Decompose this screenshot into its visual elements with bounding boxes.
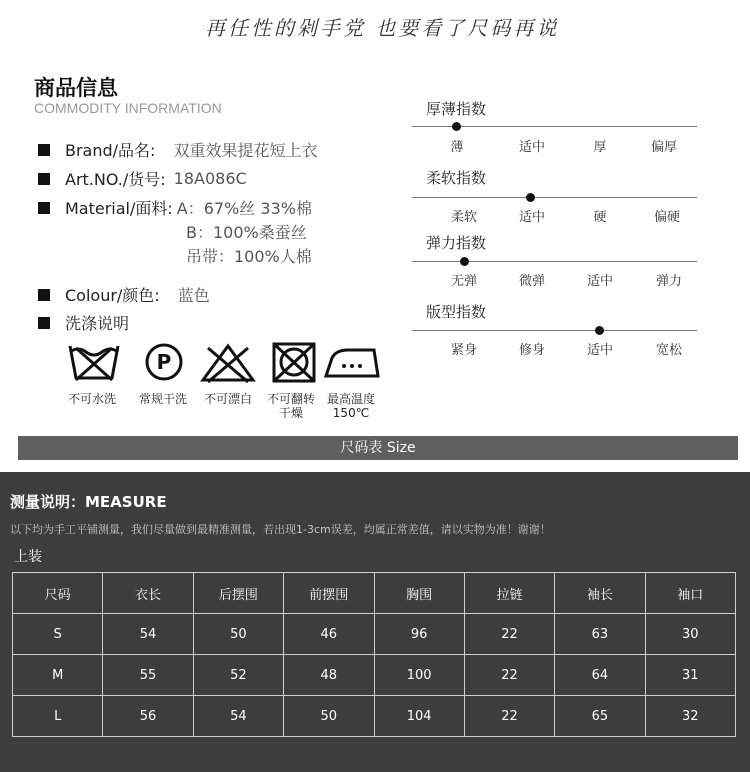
table-cell: 22 xyxy=(464,614,554,655)
index-label: 薄 xyxy=(450,140,464,155)
table-header: 尺码 xyxy=(13,573,103,614)
table-cell: 31 xyxy=(645,655,735,696)
table-cell: 54 xyxy=(103,614,193,655)
wash-row xyxy=(38,311,129,334)
no-bleach-icon xyxy=(198,340,258,384)
index-label: 适中 xyxy=(518,210,545,225)
index-label: 厚 xyxy=(593,140,607,155)
section-label: 上装 xyxy=(14,549,42,565)
table-row xyxy=(13,696,736,737)
table-cell: S xyxy=(13,614,103,655)
index-title: 厚薄指数 xyxy=(426,100,487,118)
table-cell: 50 xyxy=(193,614,283,655)
index-title: 弹力指数 xyxy=(426,234,487,252)
index-label: 适中 xyxy=(586,274,613,289)
art-label: Art.NO./货号: xyxy=(65,170,166,189)
index-scale-line xyxy=(412,330,697,331)
index-label: 柔软 xyxy=(450,210,477,225)
brand-row xyxy=(38,138,317,161)
table-cell: 65 xyxy=(555,696,645,737)
table-row xyxy=(13,655,736,696)
table-cell: 63 xyxy=(555,614,645,655)
brand-value: 双重效果提花短上衣 xyxy=(173,141,318,160)
index-label: 紧身 xyxy=(450,343,477,358)
table-cell: 46 xyxy=(284,614,374,655)
table-header: 前摆围 xyxy=(284,573,374,614)
table-header: 胸围 xyxy=(374,573,464,614)
index-marker xyxy=(460,257,469,266)
iron-icon xyxy=(322,340,382,384)
tagline: 再任性的剁手党 也要看了尺码再说 xyxy=(205,16,560,40)
index-label: 无弹 xyxy=(450,274,477,289)
material-label: Material/面料: xyxy=(65,199,173,218)
index-label: 微弹 xyxy=(518,274,545,289)
elasticity-index xyxy=(412,230,702,292)
table-cell: 104 xyxy=(374,696,464,737)
info-subtitle: COMMODITY INFORMATION xyxy=(34,100,222,116)
index-label: 适中 xyxy=(586,343,613,358)
art-value: 18A086C xyxy=(173,169,247,188)
table-header: 袖口 xyxy=(645,573,735,614)
index-scale-line xyxy=(412,261,697,262)
no-tumble-dry-icon xyxy=(264,340,324,384)
size-table xyxy=(12,572,736,737)
bullet-square-icon xyxy=(38,317,50,329)
table-cell: 22 xyxy=(464,696,554,737)
care-label: 常规干洗 xyxy=(138,392,187,406)
table-cell: 96 xyxy=(374,614,464,655)
index-scale-line xyxy=(412,197,697,198)
size-chart-bar: 尺码表 Size xyxy=(18,436,738,460)
material-a: A：67%丝 33%棉 xyxy=(176,199,312,218)
index-label: 偏硬 xyxy=(653,210,680,225)
care-label: 不可翻转 干燥 xyxy=(266,392,315,420)
material-row xyxy=(38,196,312,219)
index-label: 硬 xyxy=(593,210,607,225)
care-label: 最高温度 150℃ xyxy=(326,392,375,420)
table-cell: 64 xyxy=(555,655,645,696)
table-cell: 56 xyxy=(103,696,193,737)
index-title: 柔软指数 xyxy=(426,169,487,187)
table-cell: 55 xyxy=(103,655,193,696)
index-label: 偏厚 xyxy=(650,140,677,155)
art-row xyxy=(38,167,247,190)
care-label: 不可水洗 xyxy=(67,392,116,406)
table-cell: 48 xyxy=(284,655,374,696)
bullet-square-icon xyxy=(38,173,50,185)
index-marker xyxy=(452,122,461,131)
table-cell: M xyxy=(13,655,103,696)
thickness-index xyxy=(412,96,702,158)
measure-note: 以下均为手工平铺测量，我们尽量做到最精准测量，若出现1-3cm误差，均属正常差值，请以实物为准！谢谢！ xyxy=(10,523,551,536)
dry-clean-p-icon xyxy=(134,340,194,384)
index-label: 适中 xyxy=(518,140,545,155)
table-header: 拉链 xyxy=(464,573,554,614)
table-cell: 30 xyxy=(645,614,735,655)
colour-row xyxy=(38,283,210,306)
bullet-square-icon xyxy=(38,289,50,301)
wash-label: 洗涤说明 xyxy=(65,314,130,333)
index-title: 版型指数 xyxy=(426,303,487,321)
softness-index xyxy=(412,165,702,227)
bullet-square-icon xyxy=(38,144,50,156)
table-cell: 50 xyxy=(284,696,374,737)
table-header: 袖长 xyxy=(555,573,645,614)
fit-index xyxy=(412,299,702,361)
care-label: 不可漂白 xyxy=(203,392,252,406)
table-cell: 54 xyxy=(193,696,283,737)
table-row xyxy=(13,614,736,655)
colour-label: Colour/颜色: xyxy=(65,286,160,305)
measure-title: 测量说明：MEASURE xyxy=(10,493,167,511)
table-cell: 22 xyxy=(464,655,554,696)
index-marker xyxy=(595,326,604,335)
table-header-row xyxy=(13,573,736,614)
index-label: 弹力 xyxy=(655,274,682,289)
info-title: 商品信息 xyxy=(34,76,118,100)
index-marker xyxy=(526,193,535,202)
bullet-square-icon xyxy=(38,202,50,214)
table-cell: 32 xyxy=(645,696,735,737)
material-b: B：100%桑蚕丝 xyxy=(186,223,307,242)
index-label: 宽松 xyxy=(655,343,682,358)
table-header: 衣长 xyxy=(103,573,193,614)
table-cell: 100 xyxy=(374,655,464,696)
svg-text:P: P xyxy=(156,350,172,374)
brand-label: Brand/品名: xyxy=(65,141,156,160)
table-header: 后摆围 xyxy=(193,573,283,614)
material-strap: 吊带：100%人棉 xyxy=(186,247,312,266)
colour-value: 蓝色 xyxy=(177,286,210,305)
index-label: 修身 xyxy=(518,343,545,358)
no-water-wash-icon xyxy=(64,340,124,384)
table-cell: 52 xyxy=(193,655,283,696)
table-cell: L xyxy=(13,696,103,737)
